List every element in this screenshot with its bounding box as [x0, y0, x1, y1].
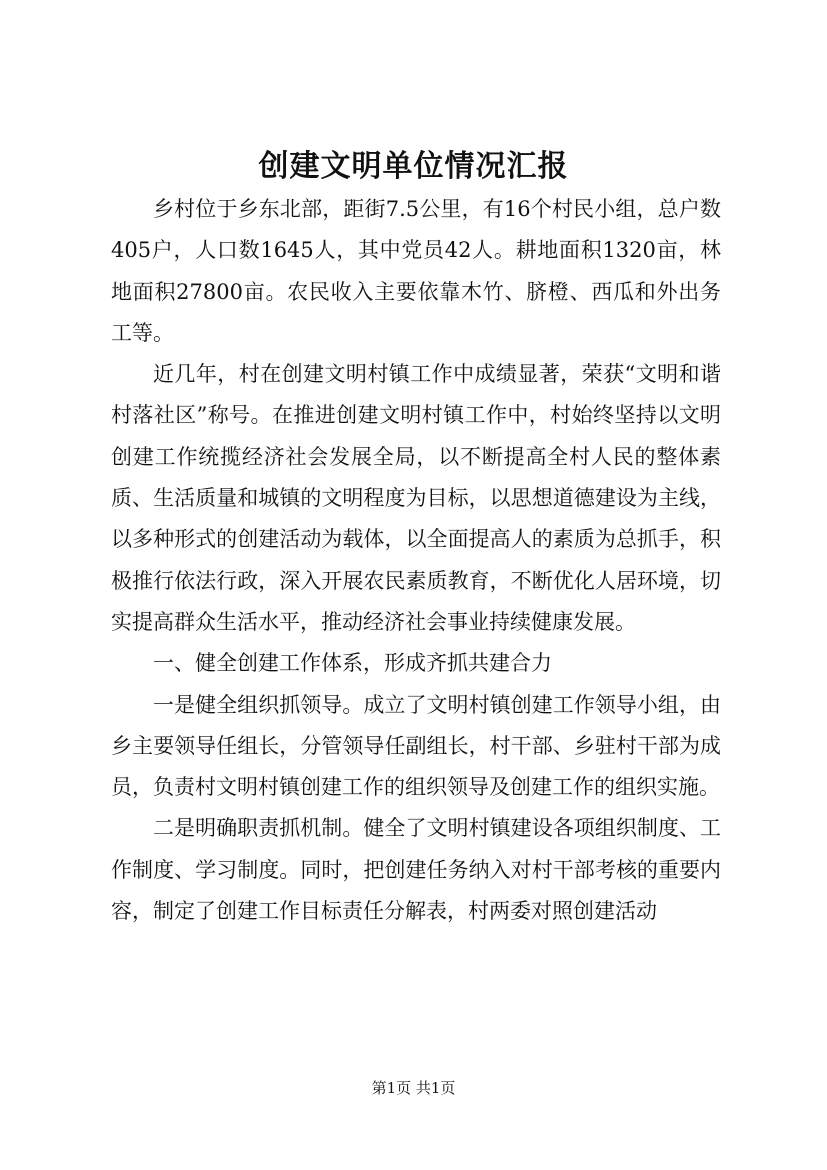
page-footer: 第1页 共1页 — [371, 1079, 456, 1097]
paragraph-intro: 乡村位于乡东北部，距街7.5公里，有16个村民小组，总户数405户，人口数1645人，其中党员42人。耕地面积1320亩，林地面积27800亩。农民收入主要依靠木竹、脐橙、西瓜和外出务工等。 — [111, 197, 721, 345]
document-title: 创建文明单位情况汇报 — [258, 149, 569, 184]
paragraph-organization: 一是健全组织抓领导。成立了文明村镇创建工作领导小组，由乡主要领导任组长，分管领导任副组长，村干部、乡驻村干部为成员，负责村文明村镇创建工作的组织领导及创建工作的组织实施。 — [111, 692, 721, 800]
paragraph-responsibility: 二是明确职责抓机制。健全了文明村镇建设各项组织制度、工作制度、学习制度。同时，把创建任务纳入对村干部考核的重要内容，制定了创建工作目标责任分解表，村两委对照创建活动 — [111, 816, 721, 924]
paragraph-achievements: 近几年，村在创建文明村镇工作中成绩显著，荣获“文明和谐村落社区”称号。在推进创建文明村镇工作中，村始终坚持以文明创建工作统揽经济社会发展全局，以不断提高全村人民的整体素质、生活质量和城镇的文明程度为目标，以思想道德建设为主线，以多种形式的创建活动为载体，以全面提高人的素质为总抓手，积极推行依法行政，深入开展农民素质教育，不断优化人居环境，切实提高群众生活水平，推动经济社会事业持续健康发展。 — [111, 362, 721, 634]
document-body — [111, 189, 721, 932]
section-heading-1: 一、健全创建工作体系，形成齐抓共建合力 — [153, 651, 552, 676]
